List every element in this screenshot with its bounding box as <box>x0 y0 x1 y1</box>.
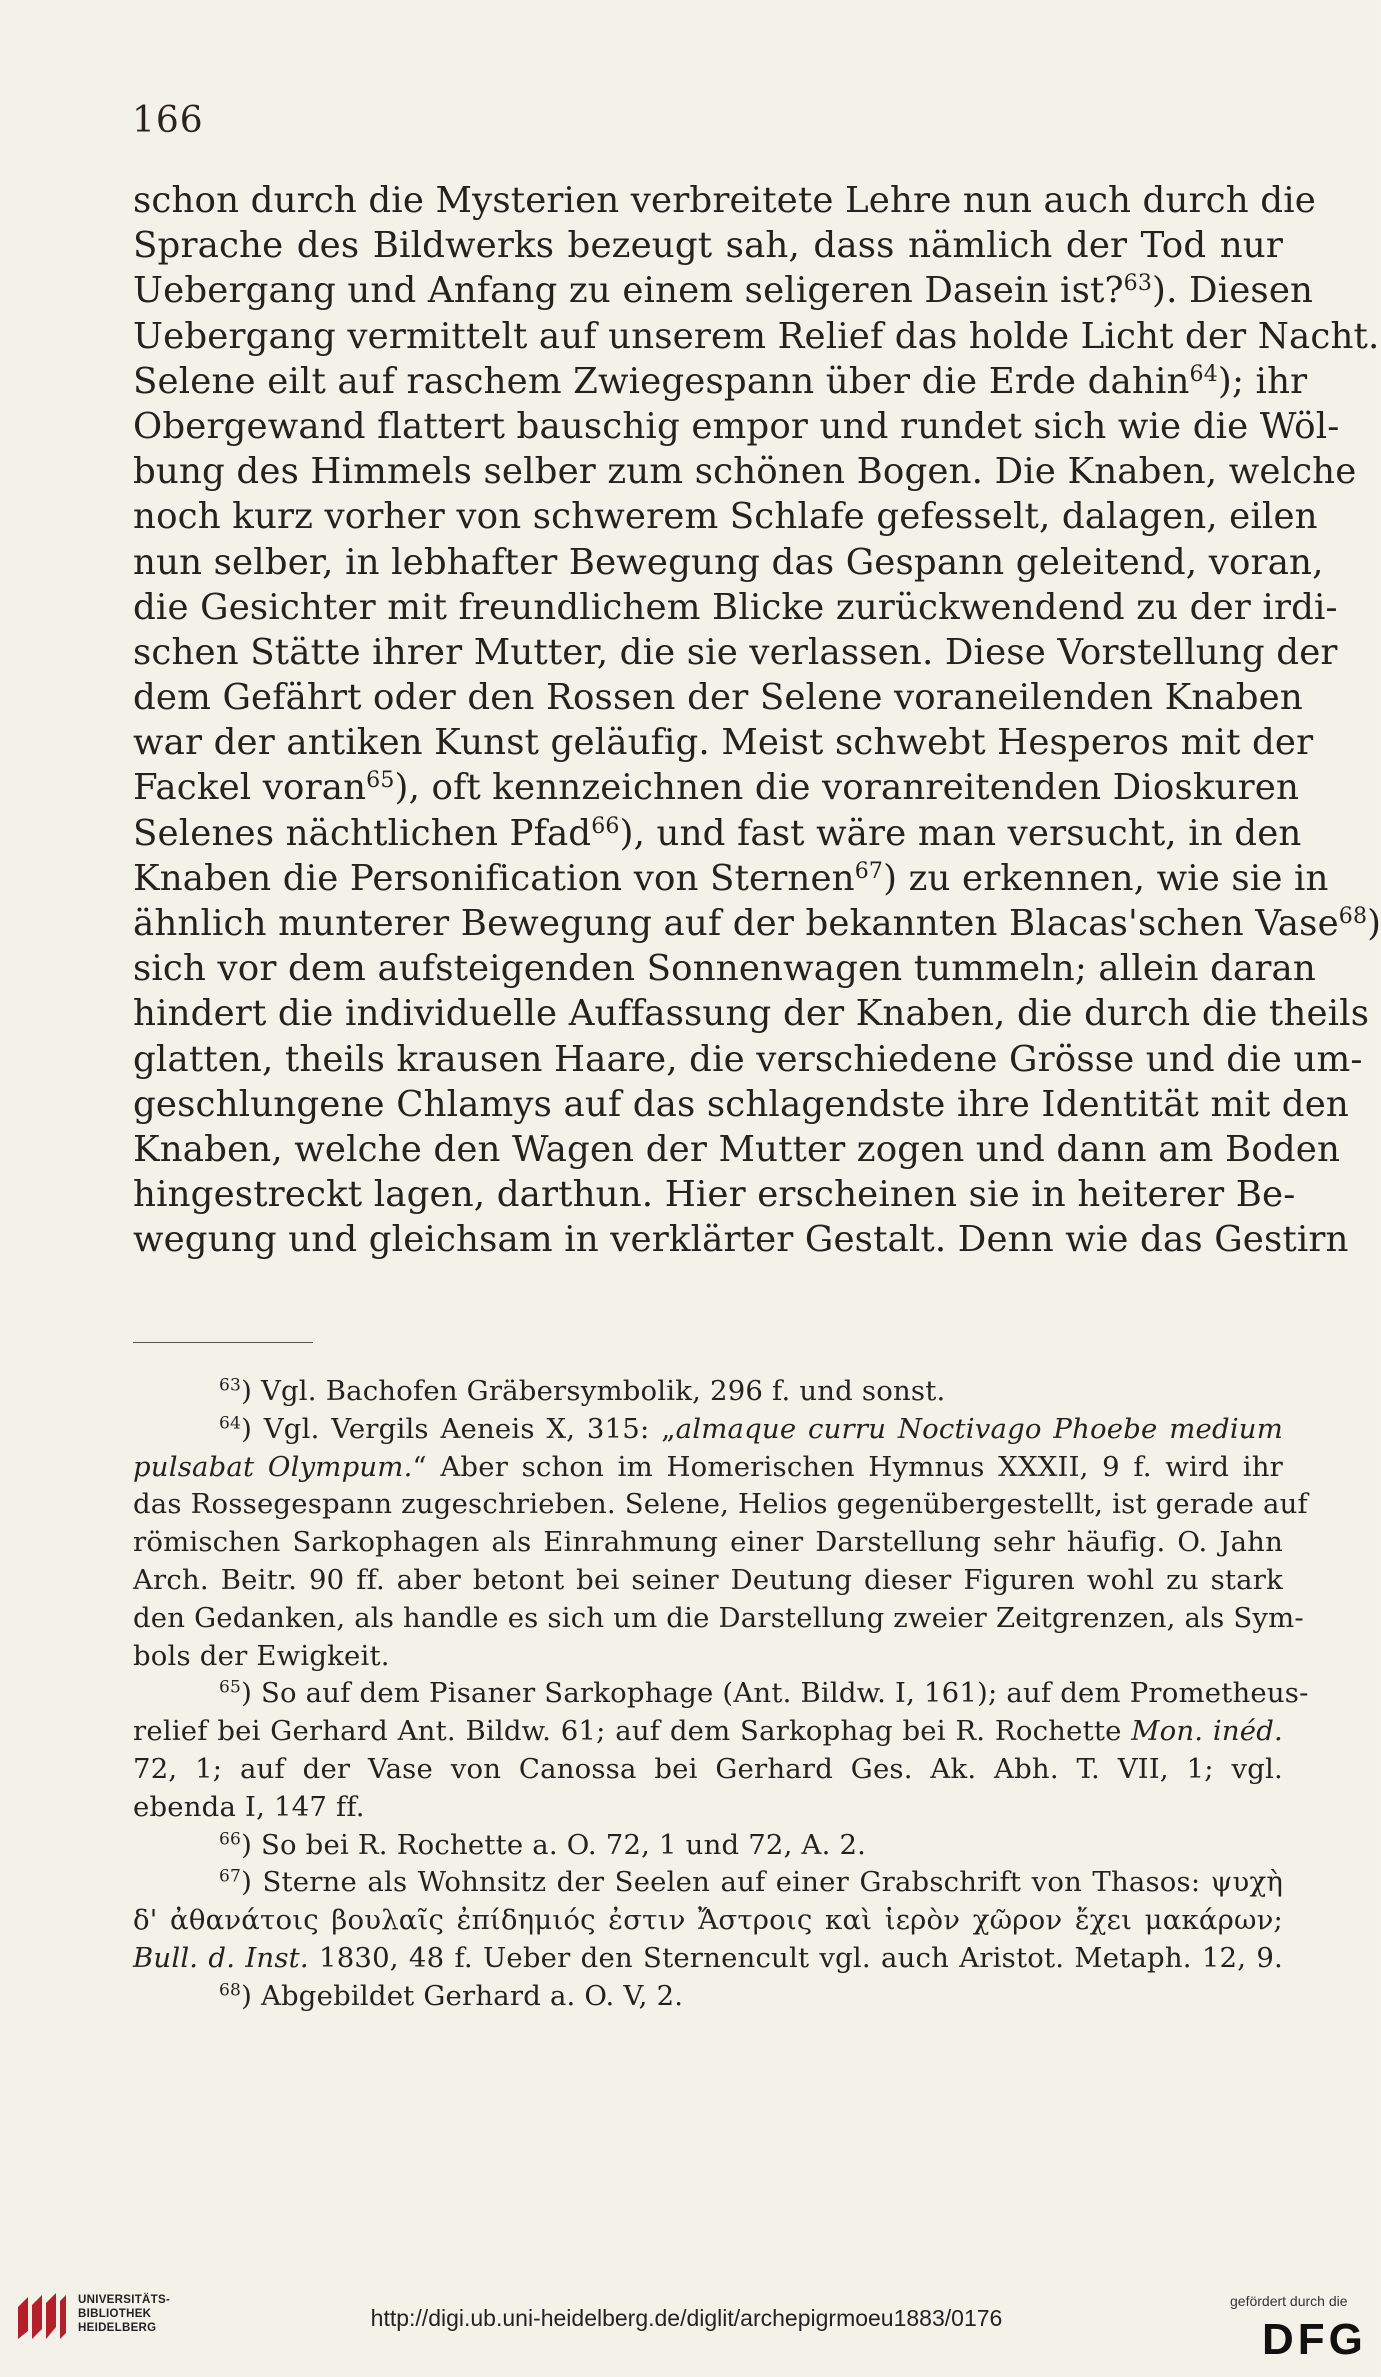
footnote-line: ebenda I, 147 ff. <box>133 1790 365 1823</box>
body-line: hindert die individuelle Auffassung der Knaben, die durch die theils <box>133 993 1370 1035</box>
footnote-line: bols der Ewigkeit. <box>133 1639 390 1672</box>
body-line: hingestreckt lagen, darthun. Hier erscheinen sie in heiterer Be- <box>133 1174 1296 1216</box>
body-line: Fackel voran$^{65}$), oft kennzeichnen die voranreitenden Dioskuren <box>133 767 1300 809</box>
footnote-65: $^{65}$) So auf dem Pisaner Sarkophage (Ant. Bildw. I, 161); auf dem Prometheus- <box>219 1677 1309 1710</box>
footnote-number: 64 <box>219 1413 242 1434</box>
footnote-64: $^{64}$) Vgl. Vergils Aeneis X, 315: „almaque curru Noctivago Phoebe medium <box>219 1412 1283 1445</box>
body-line: noch kurz vorher von schwerem Schlafe gefesselt, dalagen, eilen <box>133 496 1318 538</box>
body-line: Selenes nächtlichen Pfad$^{66}$), und fast wäre man versucht, in den <box>133 812 1302 854</box>
body-line: Uebergang und Anfang zu einem seligeren Dasein ist?$^{63}$). Diesen <box>133 270 1314 312</box>
footnote-separator <box>133 1342 313 1343</box>
body-line: Sprache des Bildwerks bezeugt sah, dass nämlich der Tod nur <box>133 225 1283 267</box>
body-line: war der antiken Kunst geläufig. Meist schwebt Hesperos mit der <box>133 722 1314 764</box>
footnote-reference[interactable]: 67 <box>854 858 884 884</box>
footnote-number: 68 <box>219 1980 242 2001</box>
body-line: nun selber, in lebhafter Bewegung das Gespann geleitend, voran, <box>133 541 1324 583</box>
body-line: schon durch die Mysterien verbreitete Lehre nun auch durch die <box>133 180 1316 221</box>
footer <box>0 2285 1373 2377</box>
body-line: sich vor dem aufsteigenden Sonnenwagen tummeln; allein daran <box>133 948 1316 990</box>
body-line: Selene eilt auf raschem Zwiegespann über die Erde dahin$^{64}$); ihr <box>133 360 1308 402</box>
footnote-number: 65 <box>219 1678 242 1698</box>
footnote-line: römischen Sarkophagen als Einrahmung einer Darstellung sehr häufig. O. Jahn <box>133 1526 1283 1559</box>
footnote-number: 63 <box>219 1375 242 1396</box>
footnote-66: $^{66}$) So bei R. Rochette a. O. 72, 1 und 72, A. 2. <box>219 1828 867 1861</box>
footnote-reference[interactable]: 66 <box>591 813 620 839</box>
body-text <box>133 178 1381 1263</box>
library-name: UNIVERSITÄTS- BIBLIOTHEK HEIDELBERG <box>78 2294 171 2334</box>
body-line: ähnlich munterer Bewegung auf der bekannten Blacas'schen Vase$^{68}$) <box>133 903 1381 944</box>
footnote-reference[interactable]: 68 <box>1338 903 1368 929</box>
body-line: die Gesichter mit freundlichem Blicke zurückwendend zu der irdi- <box>133 586 1338 628</box>
footnote-line: Arch. Beitr. 90 ff. aber betont bei seiner Deutung dieser Figuren wohl zu stark <box>133 1563 1283 1596</box>
footnote-line: pulsabat Olympum.“ Aber schon im Homerischen Hymnus XXXII, 9 f. wird ihr <box>133 1450 1284 1483</box>
body-line: bung des Himmels selber zum schönen Bogen. Die Knaben, welche <box>133 451 1357 493</box>
body-line: wegung und gleichsam in verklärter Gestalt. Denn wie das Gestirn <box>133 1219 1349 1261</box>
body-line: schen Stätte ihrer Mutter, die sie verlassen. Diese Vorstellung der <box>133 631 1338 673</box>
footnotes <box>133 1373 1309 2016</box>
body-line: Uebergang vermittelt auf unserem Relief das holde Licht der Nacht. <box>133 315 1380 357</box>
footnote-reference[interactable]: 65 <box>366 768 395 794</box>
footnote-line: den Gedanken, als handle es sich um die Darstellung zweier Zeitgrenzen, als Sym- <box>133 1601 1304 1634</box>
footnote-line: 72, 1; auf der Vase von Canossa bei Gerhard Ges. Ak. Abh. T. VII, 1; vgl. <box>133 1752 1283 1785</box>
footnote-line: relief bei Gerhard Ant. Bildw. 61; auf dem Sarkophag bei R. Rochette Mon. inéd. <box>133 1715 1283 1748</box>
dfg-logo: DFG <box>1262 2315 1367 2364</box>
footnote-67: $^{67}$) Sterne als Wohnsitz der Seelen auf einer Grabschrift von Thasos: ψυχὴ <box>219 1866 1283 1899</box>
body-line: glatten, theils krausen Haare, die verschiedene Grösse und die um- <box>133 1038 1363 1080</box>
funding-label: gefördert durch die <box>1230 2293 1348 2309</box>
body-line: Obergewand flattert bauschig empor und rundet sich wie die Wöl- <box>133 405 1340 447</box>
footnote-reference[interactable]: 63 <box>1123 271 1153 297</box>
page-number: 166 <box>132 100 204 141</box>
footnote-line: Bull. d. Inst. 1830, 48 f. Ueber den Sternencult vgl. auch Aristot. Metaph. 12, 9. <box>133 1941 1283 1974</box>
footnote-number: 67 <box>219 1866 242 1887</box>
body-line: Knaben, welche den Wagen der Mutter zogen und dann am Boden <box>133 1128 1341 1170</box>
footnote-number: 66 <box>219 1829 242 1850</box>
footnote-line: δ' ἀθανάτοις βουλαῖς ἐπίδημιός ἐστιν Ἄστροις καὶ ἱερὸν χῶρον ἔχει μακάρων; <box>133 1904 1283 1937</box>
permalink-url[interactable]: http://digi.ub.uni-heidelberg.de/diglit/archepigrmoeu1883/0176 <box>370 2305 1003 2331</box>
footnote-68: $^{68}$) Abgebildet Gerhard a. O. V, 2. <box>219 1979 684 2012</box>
footnote-reference[interactable]: 64 <box>1189 361 1218 387</box>
footnote-63: $^{63}$) Vgl. Bachofen Gräbersymbolik, 296 f. und sonst. <box>219 1375 946 1407</box>
body-line: Knaben die Personification von Sternen$^{67}$) zu erkennen, wie sie in <box>133 857 1329 899</box>
university-library-logo-icon <box>14 2291 70 2343</box>
body-line: geschlungene Chlamys auf das schlagendste ihre Identität mit den <box>133 1083 1349 1125</box>
footnote-line: das Rossegespann zugeschrieben. Selene, Helios gegenübergestellt, ist gerade auf <box>133 1488 1308 1521</box>
body-line: dem Gefährt oder den Rossen der Selene voraneilenden Knaben <box>133 677 1303 719</box>
